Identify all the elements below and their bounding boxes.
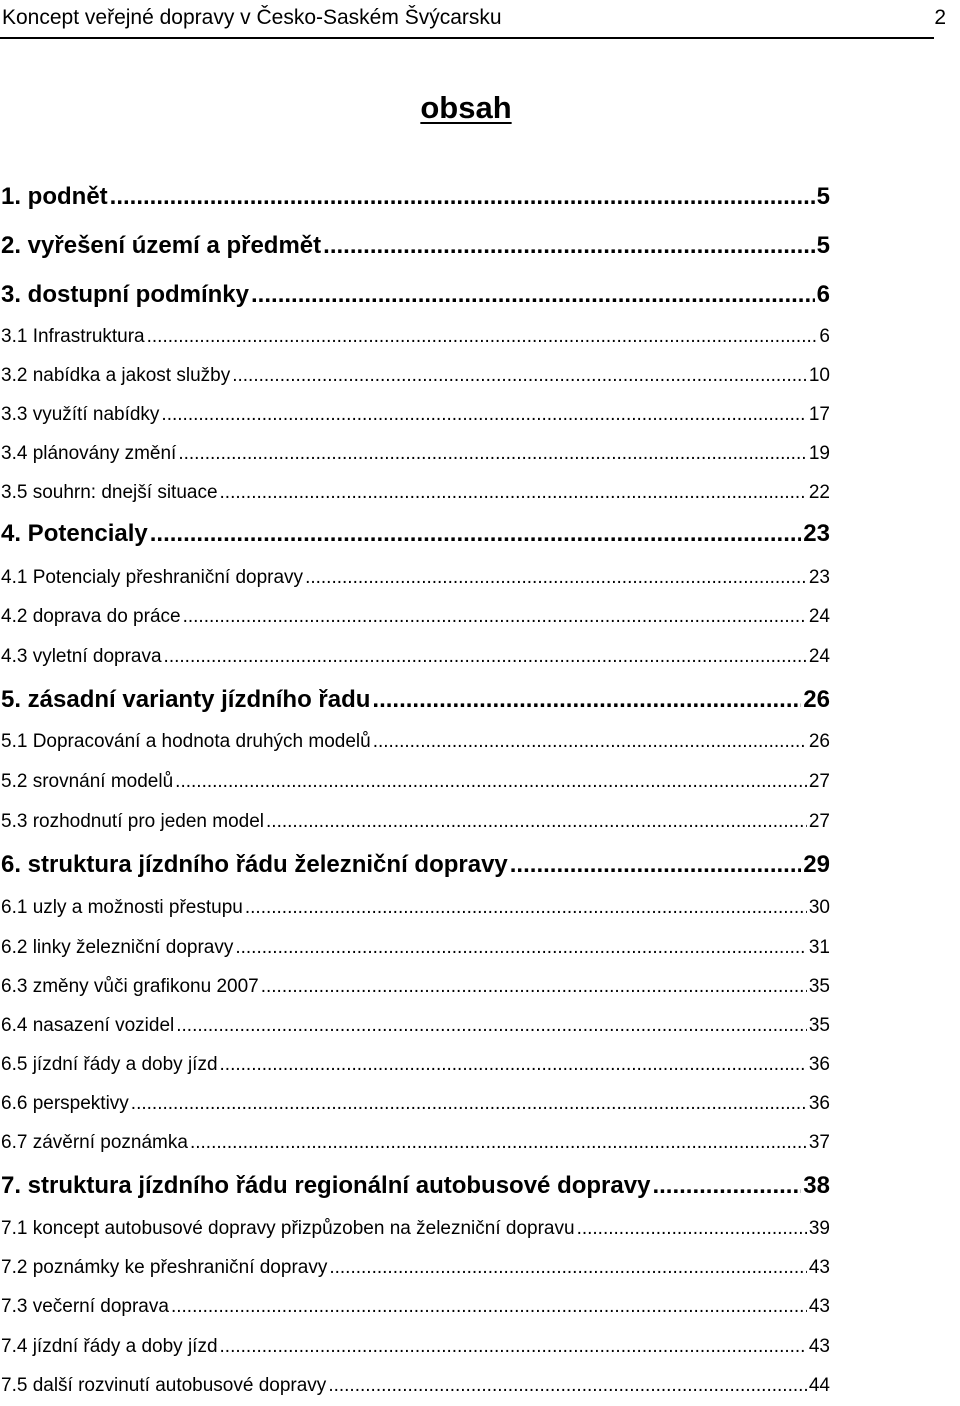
toc-entry-label: 5.1 Dopracování a hodnota druhých modelů <box>1 731 371 752</box>
toc-entry-label: 7. struktura jízdního řádu regionální autobusové dopravy <box>1 1172 651 1199</box>
toc-entry[interactable] <box>0 232 830 260</box>
toc-entry-page: 23 <box>808 567 830 588</box>
toc-entry-label: 5.2 srovnání modelů <box>1 771 174 792</box>
toc-dot-leader <box>577 1218 807 1240</box>
toc-entry-page: 29 <box>803 851 830 878</box>
toc-entry-page: 43 <box>808 1336 830 1357</box>
toc-entry[interactable] <box>0 1093 830 1115</box>
toc-entry-label: 6.2 linky železniční dopravy <box>1 937 234 958</box>
toc-entry-label: 6.5 jízdní řády a doby jízd <box>1 1054 218 1075</box>
toc-entry-label: 6.1 uzly a možnosti přestupu <box>1 897 243 918</box>
toc-dot-leader <box>171 1296 807 1318</box>
toc-entry[interactable] <box>0 731 830 753</box>
toc-entry-page: 5 <box>816 232 830 259</box>
toc-entry[interactable] <box>0 404 830 426</box>
toc-entry-page: 43 <box>808 1296 830 1317</box>
toc-entry[interactable] <box>0 281 830 309</box>
toc-entry-label: 4. Potencialy <box>1 520 148 547</box>
toc-dot-leader <box>220 482 807 504</box>
toc-entry-label: 2. vyřešení území a předmět <box>1 232 322 259</box>
toc-entry[interactable] <box>0 1218 830 1240</box>
toc-entry[interactable] <box>0 851 830 879</box>
toc-dot-leader <box>176 1015 807 1037</box>
toc-dot-leader <box>183 606 807 628</box>
toc-entry-label: 3. dostupní podmínky <box>1 281 250 308</box>
toc-entry-page: 10 <box>808 365 830 386</box>
toc-dot-leader <box>220 1336 807 1358</box>
toc-entry-label: 5.3 rozhodnutí pro jeden model <box>1 811 265 832</box>
toc-entry-page: 24 <box>808 646 830 667</box>
toc-entry-page: 39 <box>808 1218 830 1239</box>
toc-dot-leader <box>150 520 802 548</box>
toc-entry[interactable] <box>0 937 830 959</box>
toc-dot-leader <box>261 976 807 998</box>
toc-entry-page: 5 <box>816 183 830 210</box>
toc-entry-page: 19 <box>808 443 830 464</box>
toc-entry-page: 31 <box>808 937 830 958</box>
toc-entry-page: 22 <box>808 482 830 503</box>
toc-entry-page: 35 <box>808 976 830 997</box>
toc-entry[interactable] <box>0 443 830 465</box>
toc-dot-leader <box>251 281 815 309</box>
toc-entry-page: 36 <box>808 1093 830 1114</box>
toc-entry-label: 4.3 vyletní doprava <box>1 646 162 667</box>
toc-dot-leader <box>110 183 815 211</box>
toc-entry-label: 3.5 souhrn: dnejší situace <box>1 482 218 503</box>
toc-entry-page: 6 <box>819 326 830 347</box>
toc-entry-label: 6.4 nasazení vozidel <box>1 1015 175 1036</box>
toc-entry-page: 17 <box>808 404 830 425</box>
toc-dot-leader <box>164 646 807 668</box>
toc-dot-leader <box>305 567 807 589</box>
toc-entry-page: 23 <box>803 520 830 547</box>
toc-dot-leader <box>190 1132 807 1154</box>
toc-entry[interactable] <box>0 365 830 387</box>
toc-entry-page: 27 <box>808 811 830 832</box>
toc-entry[interactable] <box>0 326 830 348</box>
toc-dot-leader <box>329 1257 807 1279</box>
toc-entry-label: 7.5 další rozvinutí autobusové dopravy <box>1 1375 327 1396</box>
toc-dot-leader <box>235 937 807 959</box>
toc-dot-leader <box>131 1093 807 1115</box>
toc-dot-leader <box>266 811 807 833</box>
toc-entry-page: 36 <box>808 1054 830 1075</box>
toc-entry[interactable] <box>0 686 830 714</box>
toc-entry[interactable] <box>0 1296 830 1318</box>
toc-entry-page: 27 <box>808 771 830 792</box>
toc-entry-page: 30 <box>808 897 830 918</box>
toc-entry-page: 43 <box>808 1257 830 1278</box>
toc-entry-label: 6.3 změny vůči grafikonu 2007 <box>1 976 259 997</box>
toc-entry[interactable] <box>0 1054 830 1076</box>
toc-entry-label: 7.4 jízdní řády a doby jízd <box>1 1336 218 1357</box>
toc-entry[interactable] <box>0 520 830 548</box>
toc-entry-page: 35 <box>808 1015 830 1036</box>
toc-dot-leader <box>175 771 807 793</box>
toc-entry-label: 3.3 využítí nabídky <box>1 404 160 425</box>
running-header-title: Koncept veřejné dopravy v Česko-Saském Švýcarsku <box>2 6 502 29</box>
toc-entry-label: 7.1 koncept autobusové dopravy přizpůzoben na železniční dopravu <box>1 1218 575 1239</box>
toc-entry-page: 37 <box>808 1132 830 1153</box>
toc-entry-label: 3.4 plánovány změní <box>1 443 177 464</box>
toc-entry[interactable] <box>0 1336 830 1358</box>
toc-entry-page: 26 <box>803 686 830 713</box>
toc-entry[interactable] <box>0 606 830 628</box>
toc-entry-label: 4.1 Potencialy přeshraniční dopravy <box>1 567 304 588</box>
toc-dot-leader <box>373 731 807 753</box>
toc-entry[interactable] <box>0 1375 830 1397</box>
toc-entry[interactable] <box>0 183 830 211</box>
toc-entry[interactable] <box>0 482 830 504</box>
toc-entry-label: 1. podnět <box>1 183 108 210</box>
toc-dot-leader <box>328 1375 807 1397</box>
toc-entry[interactable] <box>0 811 830 833</box>
toc-dot-leader <box>323 232 814 260</box>
toc-entry-label: 7.2 poznámky ke přeshraniční dopravy <box>1 1257 328 1278</box>
toc-entry-page: 44 <box>808 1375 830 1396</box>
toc-entry[interactable] <box>0 1015 830 1037</box>
toc-dot-leader <box>220 1054 807 1076</box>
toc-entry[interactable] <box>0 567 830 589</box>
toc-entry-label: 4.2 doprava do práce <box>1 606 181 627</box>
toc-entry[interactable] <box>0 1132 830 1154</box>
toc-entry-page: 24 <box>808 606 830 627</box>
toc-entry-page: 26 <box>808 731 830 752</box>
toc-entry[interactable] <box>0 897 830 919</box>
toc-dot-leader <box>510 851 802 879</box>
toc-entry[interactable] <box>0 1172 830 1200</box>
toc-dot-leader <box>232 365 807 387</box>
toc-dot-leader <box>147 326 818 348</box>
toc-entry[interactable] <box>0 1257 830 1279</box>
toc-dot-leader <box>652 1172 801 1200</box>
toc-entry-label: 3.1 Infrastruktura <box>1 326 145 347</box>
toc-entry-page: 38 <box>803 1172 830 1199</box>
toc-entry-label: 5. zásadní varianty jízdního řadu <box>1 686 371 713</box>
toc-entry-label: 6. struktura jízdního řádu železniční dopravy <box>1 851 508 878</box>
toc-entry-label: 7.3 večerní doprava <box>1 1296 169 1317</box>
toc-entry-label: 6.6 perspektivy <box>1 1093 129 1114</box>
toc-dot-leader <box>372 686 801 714</box>
toc-entry-label: 3.2 nabídka a jakost služby <box>1 365 231 386</box>
toc-entry[interactable] <box>0 976 830 998</box>
toc-dot-leader <box>161 404 806 426</box>
page-title-text: obsah <box>420 90 512 125</box>
toc-entry[interactable] <box>0 646 830 668</box>
page-number: 2 <box>934 6 946 29</box>
toc-entry[interactable] <box>0 771 830 793</box>
toc-entry-page: 6 <box>816 281 830 308</box>
toc-entry-label: 6.7 závěrní poznámka <box>1 1132 188 1153</box>
toc-dot-leader <box>245 897 807 919</box>
toc-dot-leader <box>178 443 807 465</box>
